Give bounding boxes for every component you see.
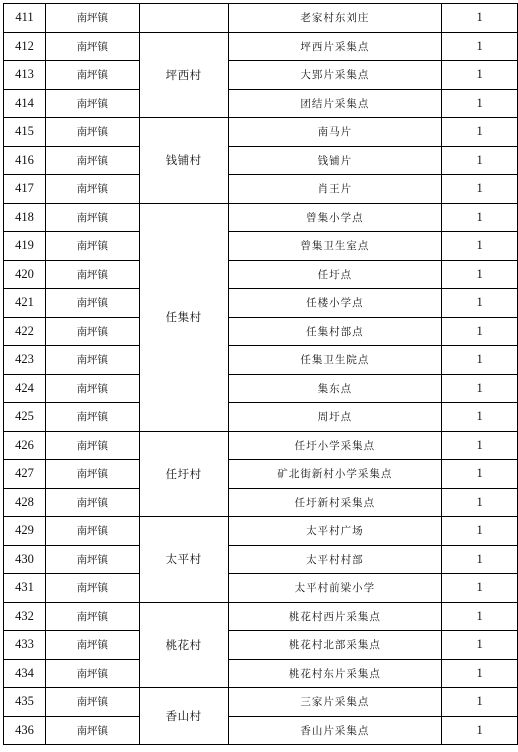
count-cell: 1 bbox=[442, 574, 518, 603]
collection-point-cell: 任圩小学采集点 bbox=[228, 431, 442, 460]
town-cell: 南坪镇 bbox=[45, 146, 139, 175]
town-cell: 南坪镇 bbox=[45, 431, 139, 460]
collection-point-cell: 任楼小学点 bbox=[228, 289, 442, 318]
town-cell: 南坪镇 bbox=[45, 574, 139, 603]
table-row bbox=[4, 545, 518, 574]
town-cell: 南坪镇 bbox=[45, 61, 139, 90]
row-number-cell: 419 bbox=[4, 232, 46, 261]
village-cell bbox=[139, 4, 228, 33]
collection-points-table bbox=[3, 3, 518, 745]
count-cell: 1 bbox=[442, 232, 518, 261]
village-cell: 任集村 bbox=[139, 203, 228, 431]
count-cell: 1 bbox=[442, 118, 518, 147]
town-cell: 南坪镇 bbox=[45, 175, 139, 204]
collection-point-cell: 太平村村部 bbox=[228, 545, 442, 574]
collection-point-cell: 曾集卫生室点 bbox=[228, 232, 442, 261]
row-number-cell: 417 bbox=[4, 175, 46, 204]
count-cell: 1 bbox=[442, 317, 518, 346]
row-number-cell: 436 bbox=[4, 716, 46, 745]
table-row bbox=[4, 346, 518, 375]
village-cell: 坪西村 bbox=[139, 32, 228, 118]
table-row bbox=[4, 61, 518, 90]
town-cell: 南坪镇 bbox=[45, 488, 139, 517]
count-cell: 1 bbox=[442, 32, 518, 61]
row-number-cell: 434 bbox=[4, 659, 46, 688]
collection-point-cell: 桃花村东片采集点 bbox=[228, 659, 442, 688]
collection-point-cell: 大郢片采集点 bbox=[228, 61, 442, 90]
village-cell: 钱铺村 bbox=[139, 118, 228, 204]
collection-point-cell: 香山片采集点 bbox=[228, 716, 442, 745]
row-number-cell: 424 bbox=[4, 374, 46, 403]
row-number-cell: 413 bbox=[4, 61, 46, 90]
collection-point-cell: 任集村部点 bbox=[228, 317, 442, 346]
row-number-cell: 432 bbox=[4, 602, 46, 631]
count-cell: 1 bbox=[442, 403, 518, 432]
count-cell: 1 bbox=[442, 716, 518, 745]
collection-point-cell: 任圩点 bbox=[228, 260, 442, 289]
town-cell: 南坪镇 bbox=[45, 659, 139, 688]
row-number-cell: 412 bbox=[4, 32, 46, 61]
table-row bbox=[4, 146, 518, 175]
collection-point-cell: 老家村东刘庄 bbox=[228, 4, 442, 33]
village-cell: 香山村 bbox=[139, 688, 228, 745]
collection-point-cell: 三家片采集点 bbox=[228, 688, 442, 717]
town-cell: 南坪镇 bbox=[45, 289, 139, 318]
town-cell: 南坪镇 bbox=[45, 4, 139, 33]
table-row bbox=[4, 232, 518, 261]
count-cell: 1 bbox=[442, 374, 518, 403]
row-number-cell: 420 bbox=[4, 260, 46, 289]
table-body bbox=[4, 4, 518, 745]
town-cell: 南坪镇 bbox=[45, 517, 139, 546]
count-cell: 1 bbox=[442, 4, 518, 33]
table-row bbox=[4, 317, 518, 346]
row-number-cell: 423 bbox=[4, 346, 46, 375]
table-row bbox=[4, 403, 518, 432]
row-number-cell: 427 bbox=[4, 460, 46, 489]
town-cell: 南坪镇 bbox=[45, 346, 139, 375]
row-number-cell: 429 bbox=[4, 517, 46, 546]
table-row bbox=[4, 602, 518, 631]
table-row bbox=[4, 118, 518, 147]
collection-point-cell: 任集卫生院点 bbox=[228, 346, 442, 375]
row-number-cell: 425 bbox=[4, 403, 46, 432]
town-cell: 南坪镇 bbox=[45, 89, 139, 118]
row-number-cell: 428 bbox=[4, 488, 46, 517]
count-cell: 1 bbox=[442, 175, 518, 204]
table-row bbox=[4, 89, 518, 118]
collection-point-cell: 团结片采集点 bbox=[228, 89, 442, 118]
count-cell: 1 bbox=[442, 346, 518, 375]
count-cell: 1 bbox=[442, 203, 518, 232]
town-cell: 南坪镇 bbox=[45, 260, 139, 289]
collection-point-cell: 曾集小学点 bbox=[228, 203, 442, 232]
collection-point-cell: 肖王片 bbox=[228, 175, 442, 204]
table-row bbox=[4, 716, 518, 745]
count-cell: 1 bbox=[442, 146, 518, 175]
village-cell: 太平村 bbox=[139, 517, 228, 603]
row-number-cell: 422 bbox=[4, 317, 46, 346]
collection-point-cell: 任圩新村采集点 bbox=[228, 488, 442, 517]
row-number-cell: 414 bbox=[4, 89, 46, 118]
row-number-cell: 433 bbox=[4, 631, 46, 660]
table-row bbox=[4, 460, 518, 489]
town-cell: 南坪镇 bbox=[45, 602, 139, 631]
row-number-cell: 426 bbox=[4, 431, 46, 460]
table-row bbox=[4, 374, 518, 403]
table-row bbox=[4, 260, 518, 289]
row-number-cell: 421 bbox=[4, 289, 46, 318]
town-cell: 南坪镇 bbox=[45, 317, 139, 346]
table-row bbox=[4, 4, 518, 33]
collection-point-cell: 南马片 bbox=[228, 118, 442, 147]
collection-point-cell: 坪西片采集点 bbox=[228, 32, 442, 61]
table-row bbox=[4, 517, 518, 546]
table-row bbox=[4, 203, 518, 232]
count-cell: 1 bbox=[442, 431, 518, 460]
count-cell: 1 bbox=[442, 517, 518, 546]
count-cell: 1 bbox=[442, 659, 518, 688]
village-cell: 任圩村 bbox=[139, 431, 228, 517]
town-cell: 南坪镇 bbox=[45, 688, 139, 717]
town-cell: 南坪镇 bbox=[45, 716, 139, 745]
table-row bbox=[4, 574, 518, 603]
row-number-cell: 411 bbox=[4, 4, 46, 33]
town-cell: 南坪镇 bbox=[45, 32, 139, 61]
row-number-cell: 418 bbox=[4, 203, 46, 232]
collection-point-cell: 集东点 bbox=[228, 374, 442, 403]
table-row bbox=[4, 175, 518, 204]
count-cell: 1 bbox=[442, 260, 518, 289]
count-cell: 1 bbox=[442, 688, 518, 717]
count-cell: 1 bbox=[442, 602, 518, 631]
collection-point-cell: 太平村广场 bbox=[228, 517, 442, 546]
table-row bbox=[4, 32, 518, 61]
count-cell: 1 bbox=[442, 631, 518, 660]
town-cell: 南坪镇 bbox=[45, 545, 139, 574]
collection-point-cell: 桃花村北部采集点 bbox=[228, 631, 442, 660]
table-row bbox=[4, 688, 518, 717]
collection-point-cell: 钱铺片 bbox=[228, 146, 442, 175]
count-cell: 1 bbox=[442, 289, 518, 318]
row-number-cell: 430 bbox=[4, 545, 46, 574]
village-cell: 桃花村 bbox=[139, 602, 228, 688]
town-cell: 南坪镇 bbox=[45, 460, 139, 489]
town-cell: 南坪镇 bbox=[45, 631, 139, 660]
row-number-cell: 435 bbox=[4, 688, 46, 717]
collection-point-cell: 太平村前梁小学 bbox=[228, 574, 442, 603]
town-cell: 南坪镇 bbox=[45, 203, 139, 232]
collection-point-cell: 桃花村西片采集点 bbox=[228, 602, 442, 631]
table-row bbox=[4, 289, 518, 318]
table-row bbox=[4, 488, 518, 517]
row-number-cell: 415 bbox=[4, 118, 46, 147]
count-cell: 1 bbox=[442, 61, 518, 90]
table-row bbox=[4, 431, 518, 460]
town-cell: 南坪镇 bbox=[45, 403, 139, 432]
town-cell: 南坪镇 bbox=[45, 232, 139, 261]
town-cell: 南坪镇 bbox=[45, 374, 139, 403]
count-cell: 1 bbox=[442, 89, 518, 118]
count-cell: 1 bbox=[442, 545, 518, 574]
count-cell: 1 bbox=[442, 460, 518, 489]
collection-point-cell: 周圩点 bbox=[228, 403, 442, 432]
row-number-cell: 431 bbox=[4, 574, 46, 603]
collection-point-cell: 矿北街新村小学采集点 bbox=[228, 460, 442, 489]
table-row bbox=[4, 631, 518, 660]
row-number-cell: 416 bbox=[4, 146, 46, 175]
count-cell: 1 bbox=[442, 488, 518, 517]
town-cell: 南坪镇 bbox=[45, 118, 139, 147]
table-row bbox=[4, 659, 518, 688]
